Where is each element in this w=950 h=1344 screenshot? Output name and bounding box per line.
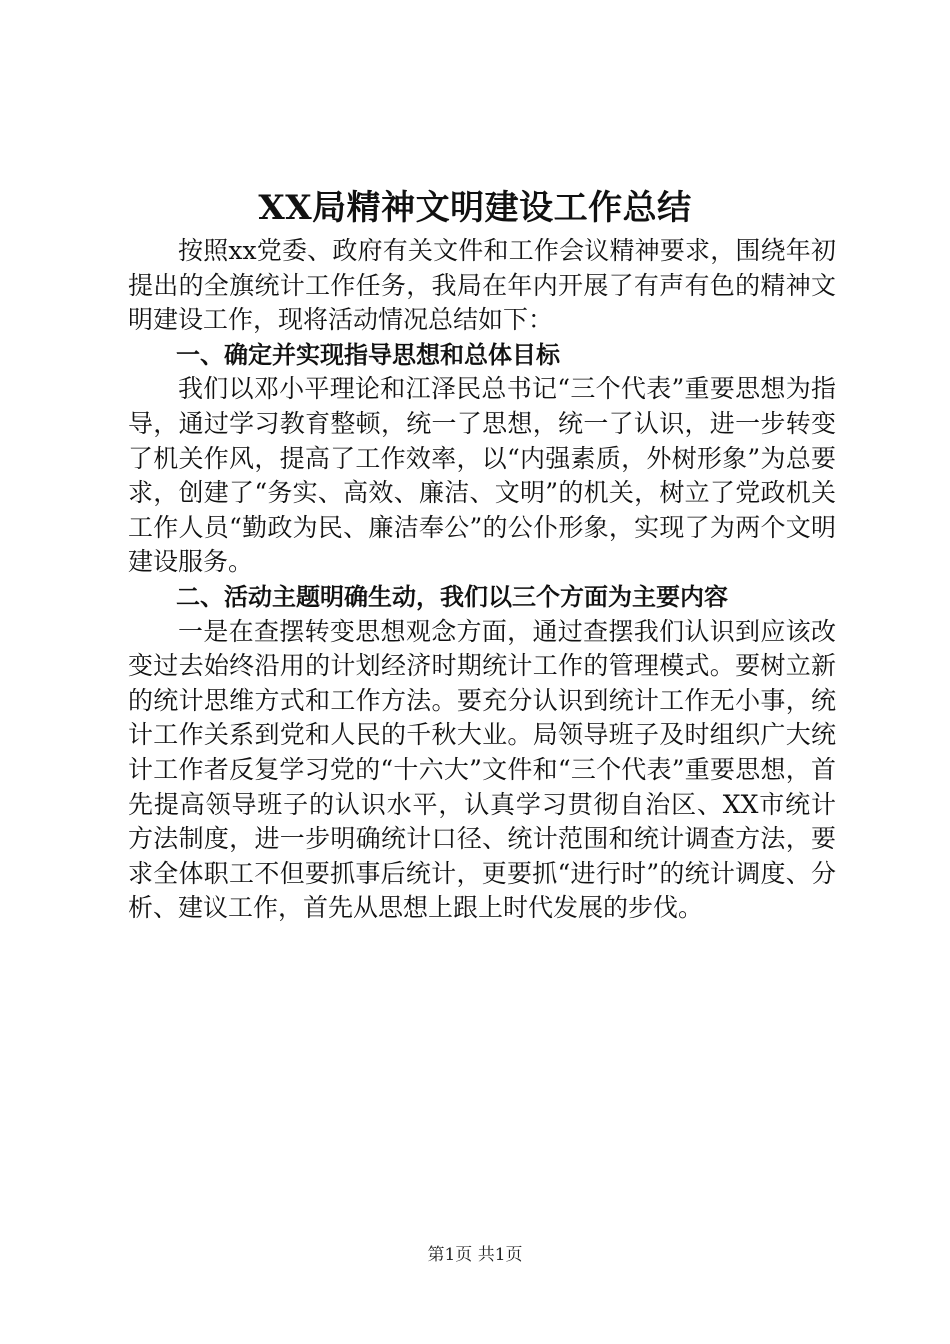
document-title: XX局精神文明建设工作总结 bbox=[258, 188, 692, 228]
section-body-1: 我们以邓小平理论和江泽民总书记“三个代表”重要思想为指导，通过学习教育整顿，统一了思想，统一了认识，进一步转变了机关作风，提高了工作效率，以“内强素质，外树形象”为总要求，创建了“务实、高效、廉洁、文明”的机关，树立了党政机关工作人员“勤政为民、廉洁奉公”的公仆形象，实现了为两个文明建设服务。 bbox=[128, 374, 836, 577]
section-body-2: 一是在查摆转变思想观念方面，通过查摆我们认识到应该改变过去始终沿用的计划经济时期统计工作的管理模式。要树立新的统计思维方式和工作方法。要充分认识到统计工作无小事，统计工作关系到党和人民的千秋大业。局领导班子及时组织广大统计工作者反复学习党的“十六大”文件和“三个代表”重要思想，首先提高领导班子的认识水平，认真学习贯彻自治区、XX市统计方法制度，进一步明确统计口径、统计范围和统计调查方法，要求全体职工不但要抓事后统计，更要抓“进行时”的统计调度、分析、建议工作，首先从思想上跟上时代发展的步伐。 bbox=[128, 616, 836, 923]
document-body bbox=[128, 234, 836, 926]
intro-paragraph: 按照xx党委、政府有关文件和工作会议精神要求，围绕年初提出的全旗统计工作任务，我局在年内开展了有声有色的精神文明建设工作，现将活动情况总结如下： bbox=[128, 236, 836, 335]
page-footer: 第1页 共1页 bbox=[427, 1245, 523, 1265]
section-heading-2: 二、活动主题明确生动，我们以三个方面为主要内容 bbox=[176, 582, 728, 611]
section-heading-1: 一、确定并实现指导思想和总体目标 bbox=[176, 340, 560, 369]
